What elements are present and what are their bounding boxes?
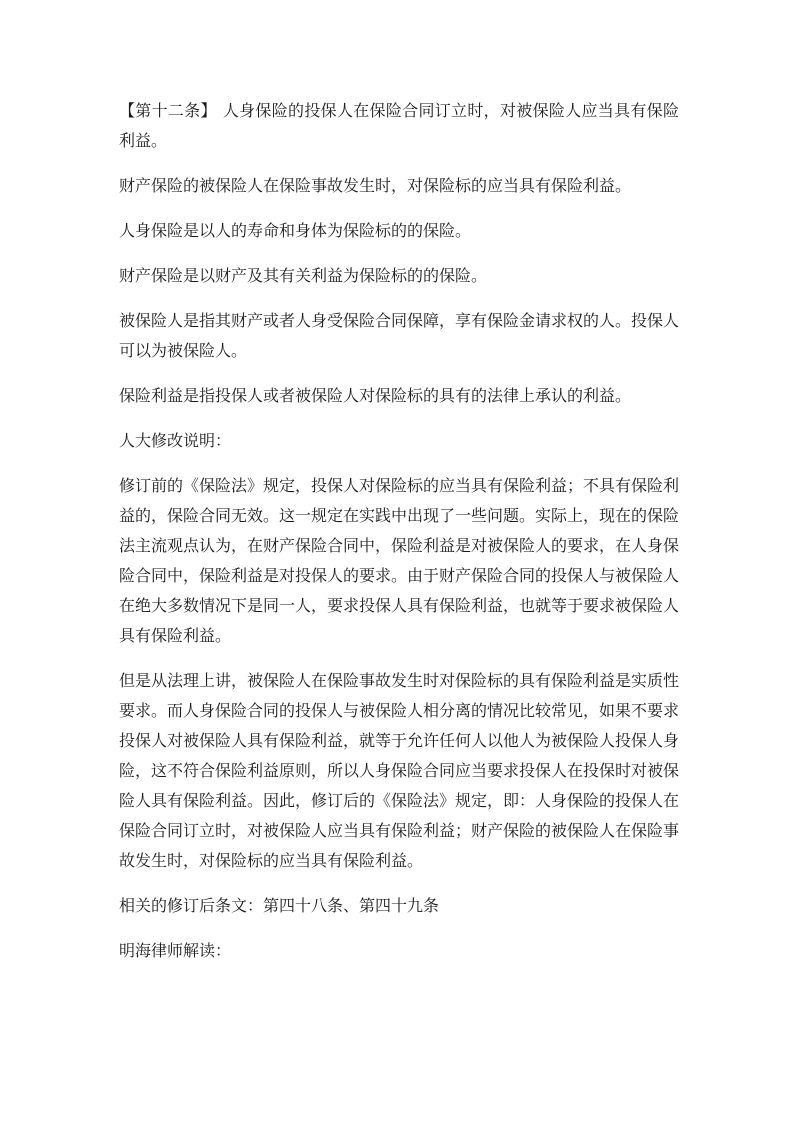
body-paragraph: 被保险人是指其财产或者人身受保险合同保障，享有保险金请求权的人。投保人可以为被保险人。 (119, 311, 680, 360)
npc-explanation-heading: 人大修改说明： (119, 431, 232, 450)
related-articles: 相关的修订后条文：第四十八条、第四十九条 (119, 896, 440, 915)
body-paragraph: 保险利益是指投保人或者被保险人对保险标的具有的法律上承认的利益。 (119, 386, 632, 405)
lawyer-interpretation-heading: 明海律师解读： (119, 941, 232, 960)
article-number: 【第十二条】 (119, 101, 217, 120)
body-paragraph: 人身保险是以人的寿命和身体为保险标的的保险。 (119, 221, 472, 240)
article-12-paragraph (119, 96, 679, 156)
document-page (119, 96, 679, 981)
article-text: 人身保险的投保人在保险合同订立时，对被保险人应当具有保险利益。 (119, 101, 679, 150)
body-paragraph: 财产保险是以财产及其有关利益为保险标的的保险。 (119, 266, 488, 285)
npc-explanation-paragraph: 但是从法理上讲，被保险人在保险事故发生时对保险标的具有保险利益是实质性要求。而人身保险合同的投保人与被保险人相分离的情况比较常见，如果不要求投保人对被保险人具有保险利益，就等于允许任何人以他人为被保险人投保人身险，这不符合保险利益原则，所以人身保险合同应当要求投保人在投保时对被保险人具有保险利益。因此，修订后的《保险法》规定，即：人身保险的投保人在保险合同订立时，对被保险人应当具有保险利益；财产保险的被保险人在保险事故发生时，对保险标的应当具有保险利益。 (119, 671, 680, 870)
npc-explanation-paragraph: 修订前的《保险法》规定，投保人对保险标的应当具有保险利益；不具有保险利益的，保险合同无效。这一规定在实践中出现了一些问题。实际上，现在的保险法主流观点认为，在财产保险合同中，保险利益是对被保险人的要求，在人身保险合同中，保险利益是对投保人的要求。由于财产保险合同的投保人与被保险人在绝大多数情况下是同一人，要求投保人具有保险利益，也就等于要求被保险人具有保险利益。 (119, 476, 680, 645)
body-paragraph: 财产保险的被保险人在保险事故发生时，对保险标的应当具有保险利益。 (119, 176, 632, 195)
